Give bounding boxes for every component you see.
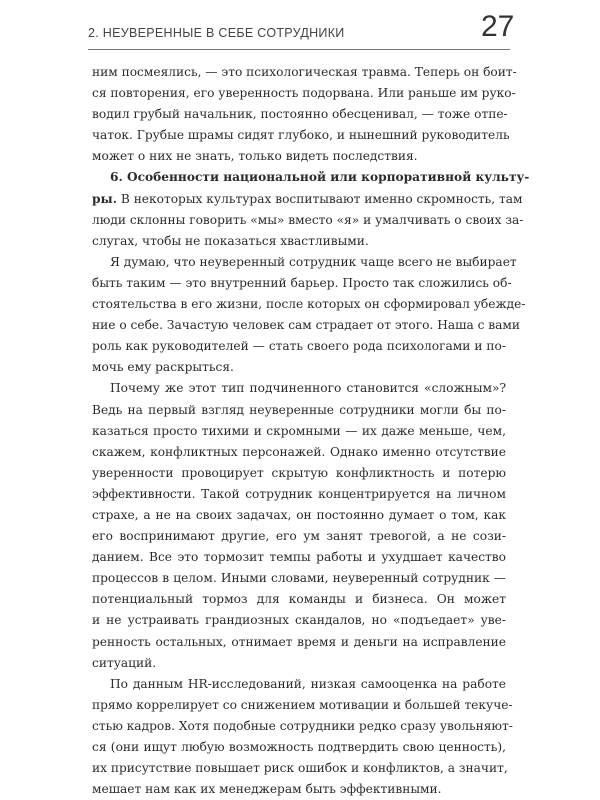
line-text: мочь ему раскрыться. <box>92 360 234 375</box>
line-text: ся повторения, его уверенность подорвана. Или раньше им руко- <box>92 86 516 101</box>
text-line <box>92 547 506 568</box>
text-line <box>92 779 506 800</box>
text-line <box>92 210 524 231</box>
text-line <box>92 167 530 188</box>
line-text: скажем, конфликтных персонажей. Однако именно отсутствие <box>92 444 506 459</box>
line-text: стоятельства в его жизни, после которых он сформировал убежде- <box>92 297 526 312</box>
text-line <box>92 716 513 737</box>
text-line <box>92 315 521 336</box>
line-text: ся (они ищут любую возможность подтвердить свою ценность), <box>92 740 506 754</box>
line-text: эффективности. Такой сотрудник концентрируется на личном <box>92 486 506 501</box>
text-line <box>92 294 526 315</box>
line-text: ним посмеялись, — это психологическая травма. Теперь он боит- <box>92 65 517 79</box>
text-line <box>92 505 506 526</box>
line-text: ситуаций. <box>92 655 157 670</box>
line-text: роль как руководителей — стать своего рода психологами и по- <box>92 339 506 354</box>
text-line <box>92 104 506 125</box>
line-text: потенциальный тормоз для команды и бизнеса. Он может <box>92 592 506 607</box>
header-divider <box>88 49 510 50</box>
text-line <box>92 568 506 589</box>
line-text: ние о себе. Зачастую человек сам страдает от этого. Наша с вами <box>92 318 521 333</box>
running-header: 2. НЕУВЕРЕННЫЕ В СЕБЕ СОТРУДНИКИ <box>88 26 345 40</box>
text-line <box>92 610 506 631</box>
text-line <box>92 336 506 357</box>
text-line <box>92 674 506 695</box>
text-line <box>92 400 506 421</box>
line-text: люди склонны говорить «мы» вместо «я» и умалчивать о своих за- <box>92 212 524 227</box>
line-text: и не устраивать грандиозных скандалов, но «подъедает» уве- <box>92 613 506 628</box>
line-text: казаться просто тихими и скромными — их даже меньше, чем, <box>92 423 506 438</box>
line-text: мешает нам как их менеджерам быть эффективными. <box>92 782 442 797</box>
text-line <box>92 758 506 779</box>
text-line <box>92 146 506 167</box>
bold-heading-text: 6. Особенности национальной или корпоративной культу- <box>110 170 530 185</box>
line-text: их присутствие повышает риск ошибок и конфликтов, а значит, <box>92 761 508 776</box>
page-number: 27 <box>481 10 515 43</box>
line-text: По данным HR-исследований, низкая самооценка на работе <box>110 676 506 691</box>
line-text: его воспринимают другие, его ум занят тревогой, а не сози- <box>92 529 506 544</box>
line-text: ренность остальных, отнимает время и деньги на исправление <box>92 634 506 649</box>
line-text: водил грубый начальник, постоянно обесценивал, — тоже отпе- <box>92 107 508 122</box>
line-text: В некоторых культурах воспитывают именно скромность, там <box>116 191 523 206</box>
text-line <box>92 83 516 104</box>
text-line <box>92 632 506 653</box>
text-line <box>92 125 510 146</box>
text-line <box>92 252 517 273</box>
line-text: процессов в целом. Иными словами, неуверенный сотрудник — <box>92 571 506 586</box>
body-text <box>92 62 530 800</box>
text-line <box>92 463 506 484</box>
text-line <box>92 589 506 610</box>
line-text: страхе, а не на своих задачах, он постоянно думает о том, как <box>92 507 506 522</box>
line-text: чаток. Грубые шрамы сидят глубоко, и нынешний руководитель <box>92 128 510 143</box>
line-text: Я думаю, что неуверенный сотрудник чаще всего не выбирает <box>110 254 517 269</box>
line-text: слугах, чтобы не показаться хвастливыми. <box>92 233 369 248</box>
text-line <box>92 653 506 674</box>
line-text: стью кадров. Хотя подобные сотрудники редко сразу увольняют- <box>92 718 513 733</box>
text-line <box>92 737 506 758</box>
text-line <box>92 189 523 210</box>
line-text: уверенности провоцирует скрытую конфликтность и потерю <box>92 465 506 480</box>
text-line <box>92 378 506 399</box>
text-line <box>92 526 506 547</box>
line-text: данием. Все это тормозит темпы работы и ухудшает качество <box>92 550 506 565</box>
text-line <box>92 695 513 716</box>
line-text: быть таким — это внутренний барьер. Просто так сложились об- <box>92 275 512 290</box>
text-line <box>92 62 517 83</box>
line-text: Ведь на первый взгляд неуверенные сотрудники могли бы по- <box>92 402 506 417</box>
text-line <box>92 273 512 294</box>
line-text: может о них не знать, только видеть последствия. <box>92 149 418 164</box>
line-text: прямо коррелирует со снижением мотивации и большей текуче- <box>92 697 513 712</box>
text-line <box>92 357 506 378</box>
line-text: Почему же этот тип подчиненного становится «сложным»? <box>110 381 506 396</box>
text-line <box>92 484 506 505</box>
text-line <box>92 421 506 442</box>
text-line <box>92 231 506 252</box>
bold-heading-text: ры. <box>92 191 117 206</box>
text-line <box>92 442 506 463</box>
